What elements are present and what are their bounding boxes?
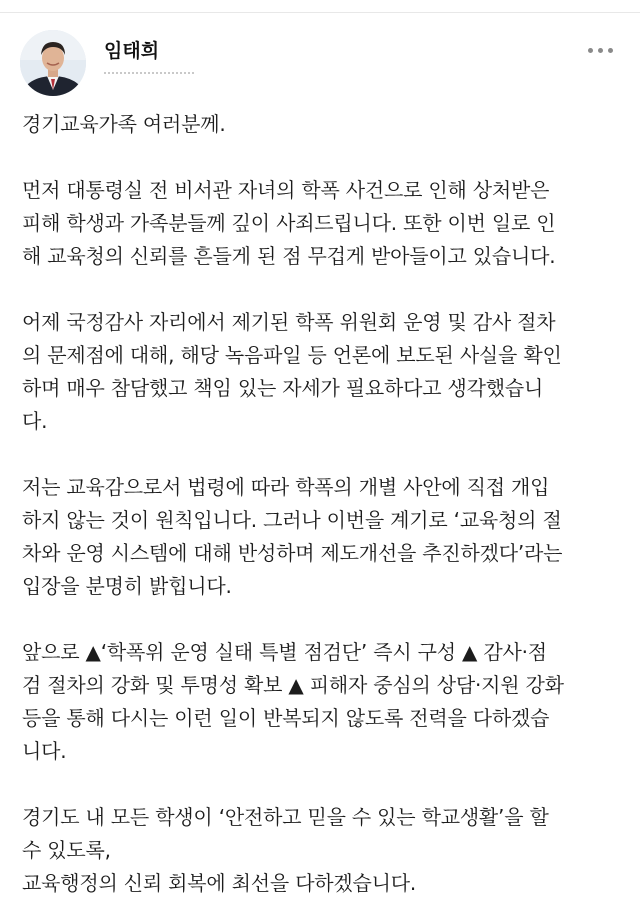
text-line: 경기도 내 모든 학생이 ‘안전하고 믿을 수 있는 학교생활’을 할 [22, 805, 549, 829]
text-line: 의 문제점에 대해, 해당 녹음파일 등 언론에 보도된 사실을 확인 [22, 343, 562, 367]
post-paragraph [22, 306, 622, 438]
more-horizontal-icon [598, 48, 603, 53]
post-timestamp [104, 72, 194, 78]
text-line: 먼저 대통령실 전 비서관 자녀의 학폭 사건으로 인해 상처받은 [22, 178, 550, 202]
text-line: 하지 않는 것이 원칙입니다. 그러나 이번을 계기로 ‘교육청의 절 [22, 508, 562, 532]
avatar[interactable] [20, 30, 86, 96]
text-line: 경기교육가족 여러분께. [22, 112, 226, 136]
text-line: 검 절차의 강화 및 투명성 확보 ▲ 피해자 중심의 상담·지원 강화 [22, 673, 564, 697]
post-header [20, 30, 620, 100]
more-options-button[interactable] [580, 38, 620, 62]
post-paragraph [22, 174, 622, 273]
text-line: 어제 국정감사 자리에서 제기된 학폭 위원회 운영 및 감사 절차 [22, 310, 556, 334]
text-line: 해 교육청의 신뢰를 흔들게 된 점 무겁게 받아들이고 있습니다. [22, 244, 556, 268]
post-greeting [22, 108, 622, 141]
text-line: 저는 교육감으로서 법령에 따라 학폭의 개별 사안에 직접 개입 [22, 475, 550, 499]
more-horizontal-icon [608, 48, 613, 53]
text-line: 하며 매우 참담했고 책임 있는 자세가 필요하다고 생각했습니 [22, 376, 544, 400]
author-name[interactable]: 임태희 [104, 40, 160, 62]
profile-photo [20, 30, 86, 96]
post-paragraph [22, 471, 622, 603]
top-divider [0, 0, 640, 13]
text-line: 입장을 분명히 밝힙니다. [22, 574, 232, 598]
text-line: 니다. [22, 739, 67, 763]
text-line: 피해 학생과 가족분들께 깊이 사죄드립니다. 또한 이번 일로 인 [22, 211, 556, 235]
text-line: 수 있도록, [22, 838, 111, 862]
more-horizontal-icon [588, 48, 593, 53]
post-paragraph [22, 636, 622, 768]
text-line: 차와 운영 시스템에 대해 반성하며 제도개선을 추진하겠다’라는 [22, 541, 563, 565]
text-line: 앞으로 ▲‘학폭위 운영 실태 특별 점검단’ 즉시 구성 ▲ 감사·점 [22, 640, 547, 664]
post-body [22, 108, 622, 900]
text-line: 교육행정의 신뢰 회복에 최선을 다하겠습니다. [22, 871, 417, 895]
text-line: 등을 통해 다시는 이런 일이 반복되지 않도록 전력을 다하겠습 [22, 706, 550, 730]
post-paragraph [22, 801, 622, 900]
text-line: 다. [22, 409, 48, 433]
